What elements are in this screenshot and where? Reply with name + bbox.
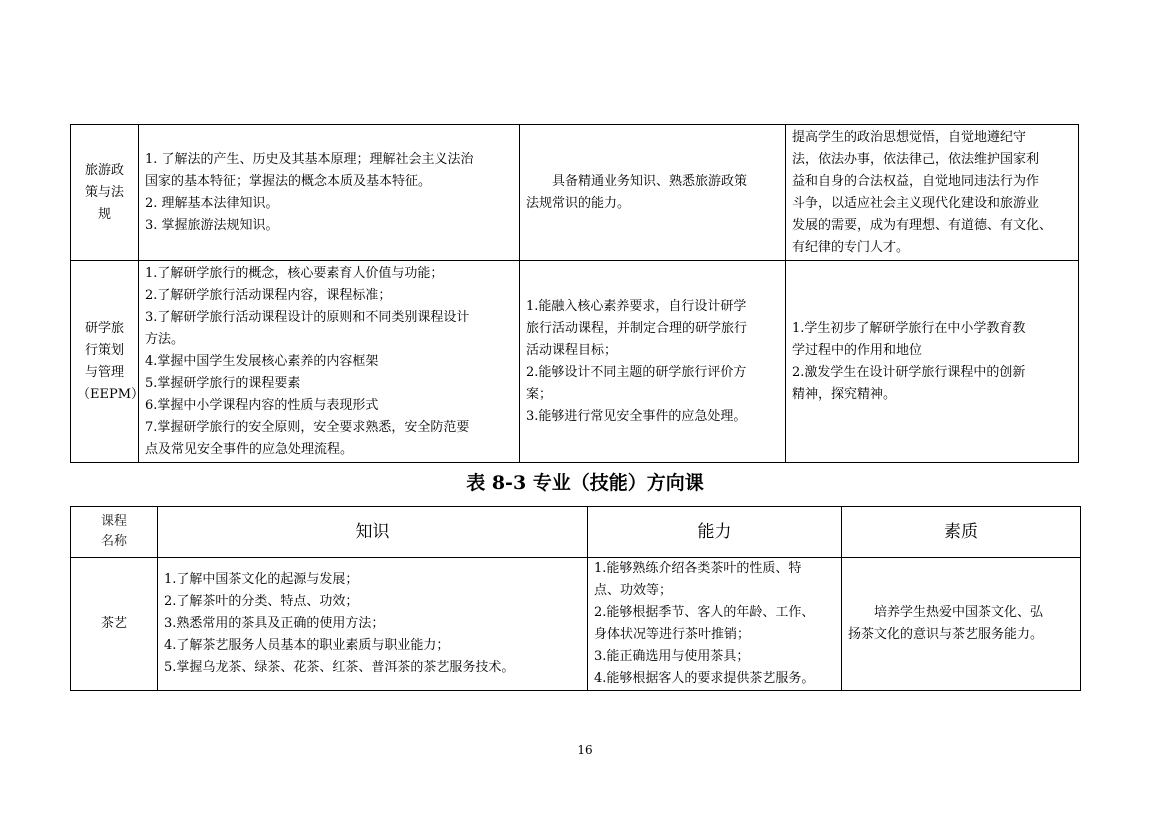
course-name-header: 课程 名称 bbox=[71, 507, 158, 558]
course-name-cell: 茶艺 bbox=[71, 558, 158, 691]
quality-cell: 提高学生的政治思想觉悟，自觉地遵纪守 法，依法办事，依法律己，依法维护国家利 益和自身的合法权益，自觉地同违法行为作 斗争，以适应社会主义现代化建设和旅游业 发展的需要，成为有理想、有道德、有文化、 有纪律的专门人才。 bbox=[786, 125, 1079, 261]
quality-cell: 培养学生热爱中国茶文化、弘 扬茶文化的意识与茶艺服务能力。 bbox=[842, 558, 1081, 691]
table-title: 表 8-3 专业（技能）方向课 bbox=[466, 472, 704, 494]
professional-direction-course-table bbox=[70, 506, 1081, 691]
ability-cell: 1.能融入核心素养要求，自行设计研学 旅行活动课程，并制定合理的研学旅行 活动课程目标； 2.能够设计不同主题的研学旅行评价方 案； 3.能够进行常见安全事件的应急处理。 bbox=[520, 261, 786, 463]
course-name-cell: 旅游政 策与法 规 bbox=[71, 125, 139, 261]
knowledge-header: 知识 bbox=[158, 507, 588, 558]
ability-header: 能力 bbox=[588, 507, 842, 558]
knowledge-cell: 1. 了解法的产生、历史及其基本原理；理解社会主义法治 国家的基本特征；掌握法的概念本质及基本特征。 2. 理解基本法律知识。 3. 掌握旅游法规知识。 bbox=[139, 125, 520, 261]
table-row bbox=[71, 125, 1079, 261]
table-row bbox=[71, 261, 1079, 463]
course-name-cell: 研学旅 行策划 与管理 （EEPM） bbox=[71, 261, 139, 463]
table-header-row bbox=[71, 507, 1081, 558]
ability-cell: 1.能够熟练介绍各类茶叶的性质、特 点、功效等； 2.能够根据季节、客人的年龄、工作、 身体状况等进行茶叶推销； 3.能正确选用与使用茶具； 4.能够根据客人的要求提供茶艺服务。 bbox=[588, 558, 842, 691]
course-table-continued bbox=[70, 124, 1079, 463]
knowledge-cell: 1.了解中国茶文化的起源与发展； 2.了解茶叶的分类、特点、功效； 3.熟悉常用的茶具及正确的使用方法； 4.了解茶艺服务人员基本的职业素质与职业能力； 5.掌握乌龙茶、绿茶、花茶、红茶、普洱茶的茶艺服务技术。 bbox=[158, 558, 588, 691]
quality-header: 素质 bbox=[842, 507, 1081, 558]
table-row bbox=[71, 558, 1081, 691]
quality-cell: 1.学生初步了解研学旅行在中小学教育教 学过程中的作用和地位 2.激发学生在设计研学旅行课程中的创新 精神，探究精神。 bbox=[786, 261, 1079, 463]
ability-cell: 具备精通业务知识、熟悉旅游政策 法规常识的能力。 bbox=[520, 125, 786, 261]
knowledge-cell: 1.了解研学旅行的概念，核心要素育人价值与功能； 2.了解研学旅行活动课程内容，课程标准； 3.了解研学旅行活动课程设计的原则和不同类别课程设计 方法。 4.掌握中国学生发展核心素养的内容框架 5.掌握研学旅行的课程要素 6.掌握中小学课程内容的性质与表现形式 7.掌握研学旅行的安全原则，安全要求熟悉，安全防范要 点及常见安全事件的应急处理流程。 bbox=[139, 261, 520, 463]
page-number: 16 bbox=[577, 743, 593, 757]
